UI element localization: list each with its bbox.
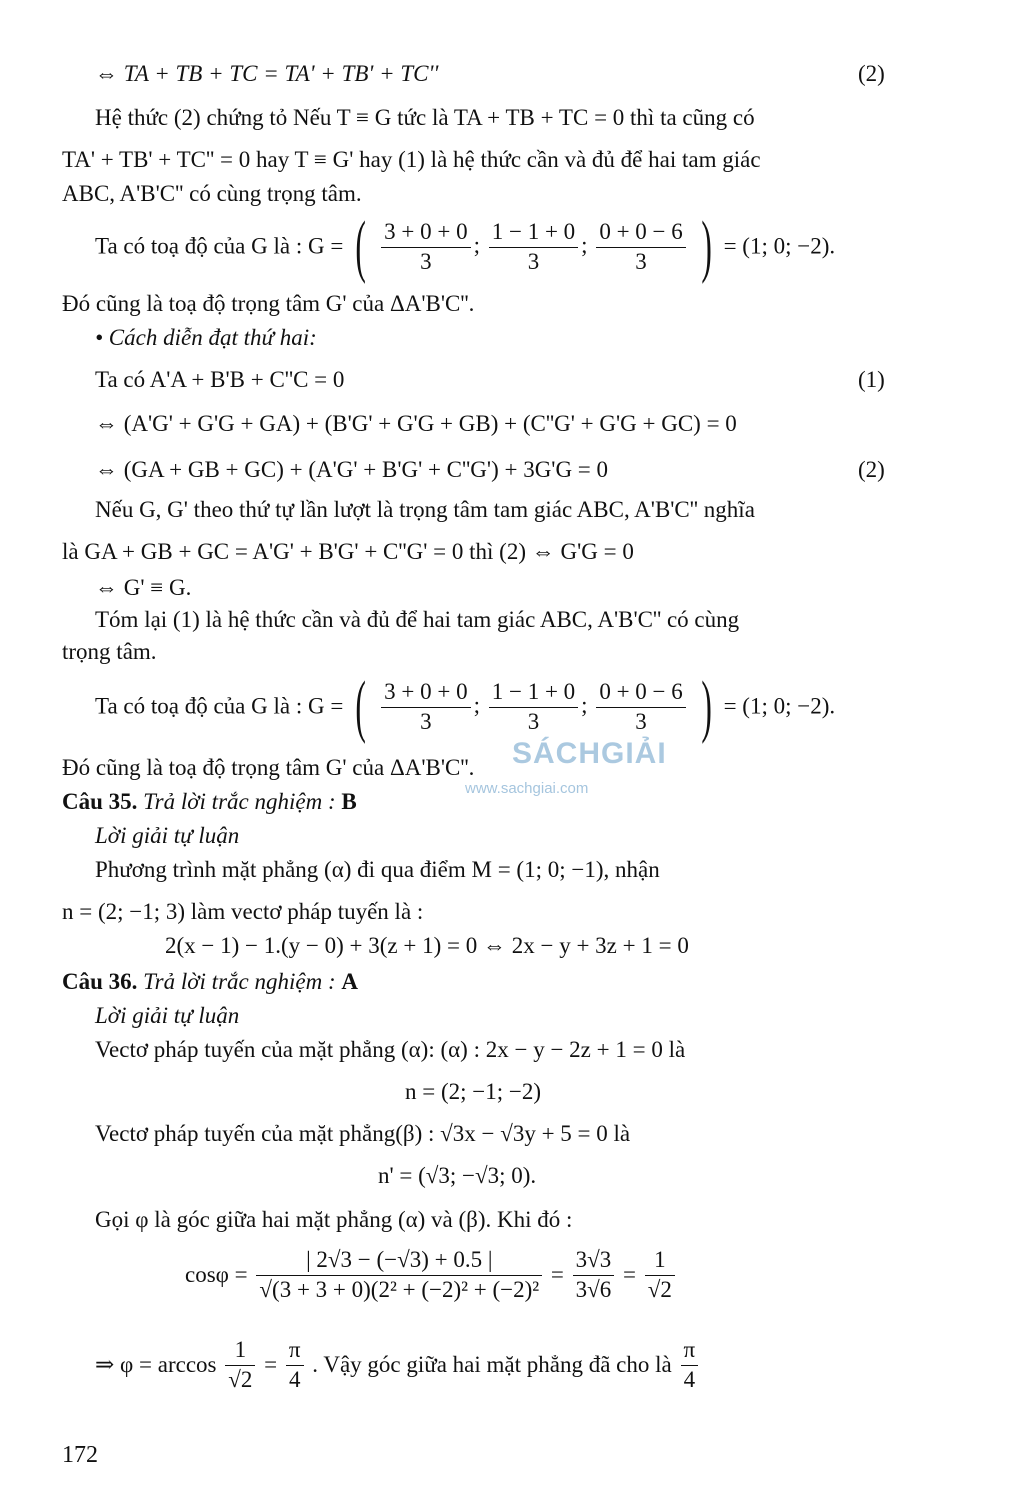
question-35-header: [62, 788, 357, 817]
formula-result: = (1; 0; −2).: [723, 693, 836, 719]
cos-result-fraction: $\frac{1}{√2}$: [645, 1246, 675, 1305]
phi-result-fraction: $\frac{\pi}{4}$: [286, 1336, 304, 1395]
paragraph-line: Đó cũng là toạ độ trọng tâm G' của ΔA'B'C''.: [62, 755, 475, 780]
paragraph-line: ⇔ G' ≡ G.: [95, 575, 192, 600]
cosine-formula: cosφ = $\frac{| 2√3 - (-√3) + 0.5 |}{\text{√(3 + 3 + 0)(2² + (−2)² + (−2)²}}$ = $\frac{3√3}{3√6}$ = $\frac{1}{√2}$: [185, 1246, 678, 1305]
equation-number: (2): [858, 457, 885, 482]
method-heading: • Cách diễn đạt thứ hai:: [95, 325, 317, 350]
answer-label: Trả lời trắc nghiệm :: [143, 969, 336, 994]
left-paren: (: [355, 668, 366, 745]
paragraph-line: Đó cũng là toạ độ trọng tâm G' của ΔA'B'C''.: [62, 291, 475, 316]
right-paren: ): [700, 668, 712, 745]
question-label: Câu 36.: [62, 969, 138, 994]
equation-line: ⇔ (A'G' + G'G + GA) + (B'G' + G'G + GB) + (C''G' + G'G + GC) = 0: [95, 411, 737, 436]
angle-conclusion: ⇒ φ = arccos $\frac{1}{√2}$ = $\frac{\pi}{4}$ . Vậy góc giữa hai mặt phẳng đã cho là $\frac{\pi}{4}$: [95, 1336, 701, 1395]
paragraph-line: Nếu G, G' theo thứ tự lần lượt là trọng tâm tam giác ABC, A'B'C'' nghĩa: [95, 497, 755, 522]
paragraph-line: Phương trình mặt phẳng (α) đi qua điểm M = (1; 0; −1), nhận: [95, 857, 660, 882]
cos-lhs: cosφ =: [185, 1261, 248, 1287]
solution-subheading: Lời giải tự luận: [95, 1003, 240, 1028]
equation-line: n = (2; −1; −2): [405, 1079, 542, 1104]
equation-line: Ta có A'A + B'B + C''C = 0: [95, 367, 345, 392]
fraction-x: $\frac{3 + 0 + 0}{3}$: [381, 678, 470, 737]
right-paren: ): [700, 208, 712, 285]
fraction-y: $\frac{1 - 1 + 0}{3}$: [489, 678, 578, 737]
equation-line: 2(x − 1) − 1.(y − 0) + 3(z + 1) = 0 ⇔ 2x − y + 3z + 1 = 0: [165, 933, 689, 958]
paragraph-line: Vectơ pháp tuyến của mặt phẳng (α): (α) : 2x − y − 2z + 1 = 0 là: [95, 1037, 686, 1062]
paragraph-line: Gọi φ là góc giữa hai mặt phẳng (α) và (β). Khi đó :: [95, 1207, 573, 1232]
question-36-header: [62, 968, 358, 997]
equation-line-1: ⇔ TA + TB + TC = TA' + TB' + TC'': [95, 61, 439, 86]
cos-main-fraction: $\frac{| 2√3 - (-√3) + 0.5 |}{\text{√(3 + 3 + 0)(2² + (−2)² + (−2)²}}$: [256, 1246, 542, 1305]
paragraph-line: n = (2; −1; 3) làm vectơ pháp tuyến là :: [62, 899, 424, 924]
page-number: 172: [62, 1442, 98, 1468]
formula-prefix: Ta có toạ độ của G là : G =: [95, 233, 344, 259]
phi-lhs: ⇒ φ = arccos: [95, 1351, 217, 1377]
equation-line: ⇔ (GA + GB + GC) + (A'G' + B'G' + C''G') + 3G'G = 0: [95, 457, 609, 482]
fraction-z: $\frac{0 + 0 - 6}{3}$: [596, 678, 685, 737]
left-paren: (: [355, 208, 366, 285]
answer-value: B: [341, 789, 357, 814]
question-label: Câu 35.: [62, 789, 138, 814]
paragraph-line: Hệ thức (2) chứng tỏ Nếu T ≡ G tức là TA + TB + TC = 0 thì ta cũng có: [95, 105, 755, 130]
paragraph-line: là GA + GB + GC = A'G' + B'G' + C''G' = 0 thì (2) ⇔ G'G = 0: [62, 539, 634, 564]
phi-arg-fraction: $\frac{1}{√2}$: [225, 1336, 255, 1395]
phi-final-fraction: $\frac{\pi}{4}$: [681, 1336, 699, 1395]
centroid-formula-2: Ta có toạ độ của G là : G = ( $\frac{3 + 0 + 0}{3}$ ; $\frac{1 - 1 + 0}{3}$ ; $\frac{0 + 0 - 6}{3}$ ) = (1; 0; −2).: [95, 668, 836, 745]
paragraph-line: Tóm lại (1) là hệ thức cần và đủ để hai tam giác ABC, A'B'C'' có cùng: [95, 607, 740, 632]
paragraph-line: ABC, A'B'C'' có cùng trọng tâm.: [62, 181, 362, 206]
paragraph-line: trọng tâm.: [62, 639, 157, 664]
formula-prefix: Ta có toạ độ của G là : G =: [95, 693, 344, 719]
paragraph-line: Vectơ pháp tuyến của mặt phẳng(β) : √3x − √3y + 5 = 0 là: [95, 1121, 631, 1146]
fraction-z: $\frac{0 + 0 - 6}{3}$: [596, 218, 685, 277]
centroid-formula-1: Ta có toạ độ của G là : G = ( $\frac{3 + 0 + 0}{3}$ ; $\frac{1 - 1 + 0}{3}$ ; $\frac{0 + 0 - 6}{3}$ ) = (1; 0; −2).: [95, 208, 836, 285]
watermark-url: www.sachgiai.com: [465, 780, 589, 797]
equation-number: (1): [858, 367, 885, 392]
fraction-y: $\frac{1 - 1 + 0}{3}$: [489, 218, 578, 277]
watermark-logo: SÁCHGIẢI: [512, 737, 667, 770]
formula-result: = (1; 0; −2).: [723, 233, 836, 259]
cos-mid-fraction: $\frac{3√3}{3√6}$: [573, 1246, 615, 1305]
fraction-x: $\frac{3 + 0 + 0}{3}$: [381, 218, 470, 277]
solution-subheading: Lời giải tự luận: [95, 823, 240, 848]
equation-line: n' = (√3; −√3; 0).: [378, 1163, 537, 1188]
phi-text: . Vậy góc giữa hai mặt phẳng đã cho là: [312, 1351, 672, 1377]
paragraph-line: TA' + TB' + TC'' = 0 hay T ≡ G' hay (1) là hệ thức cần và đủ để hai tam giác: [62, 147, 761, 172]
answer-value: A: [341, 969, 358, 994]
answer-label: Trả lời trắc nghiệm :: [143, 789, 336, 814]
equation-number: (2): [858, 61, 885, 86]
